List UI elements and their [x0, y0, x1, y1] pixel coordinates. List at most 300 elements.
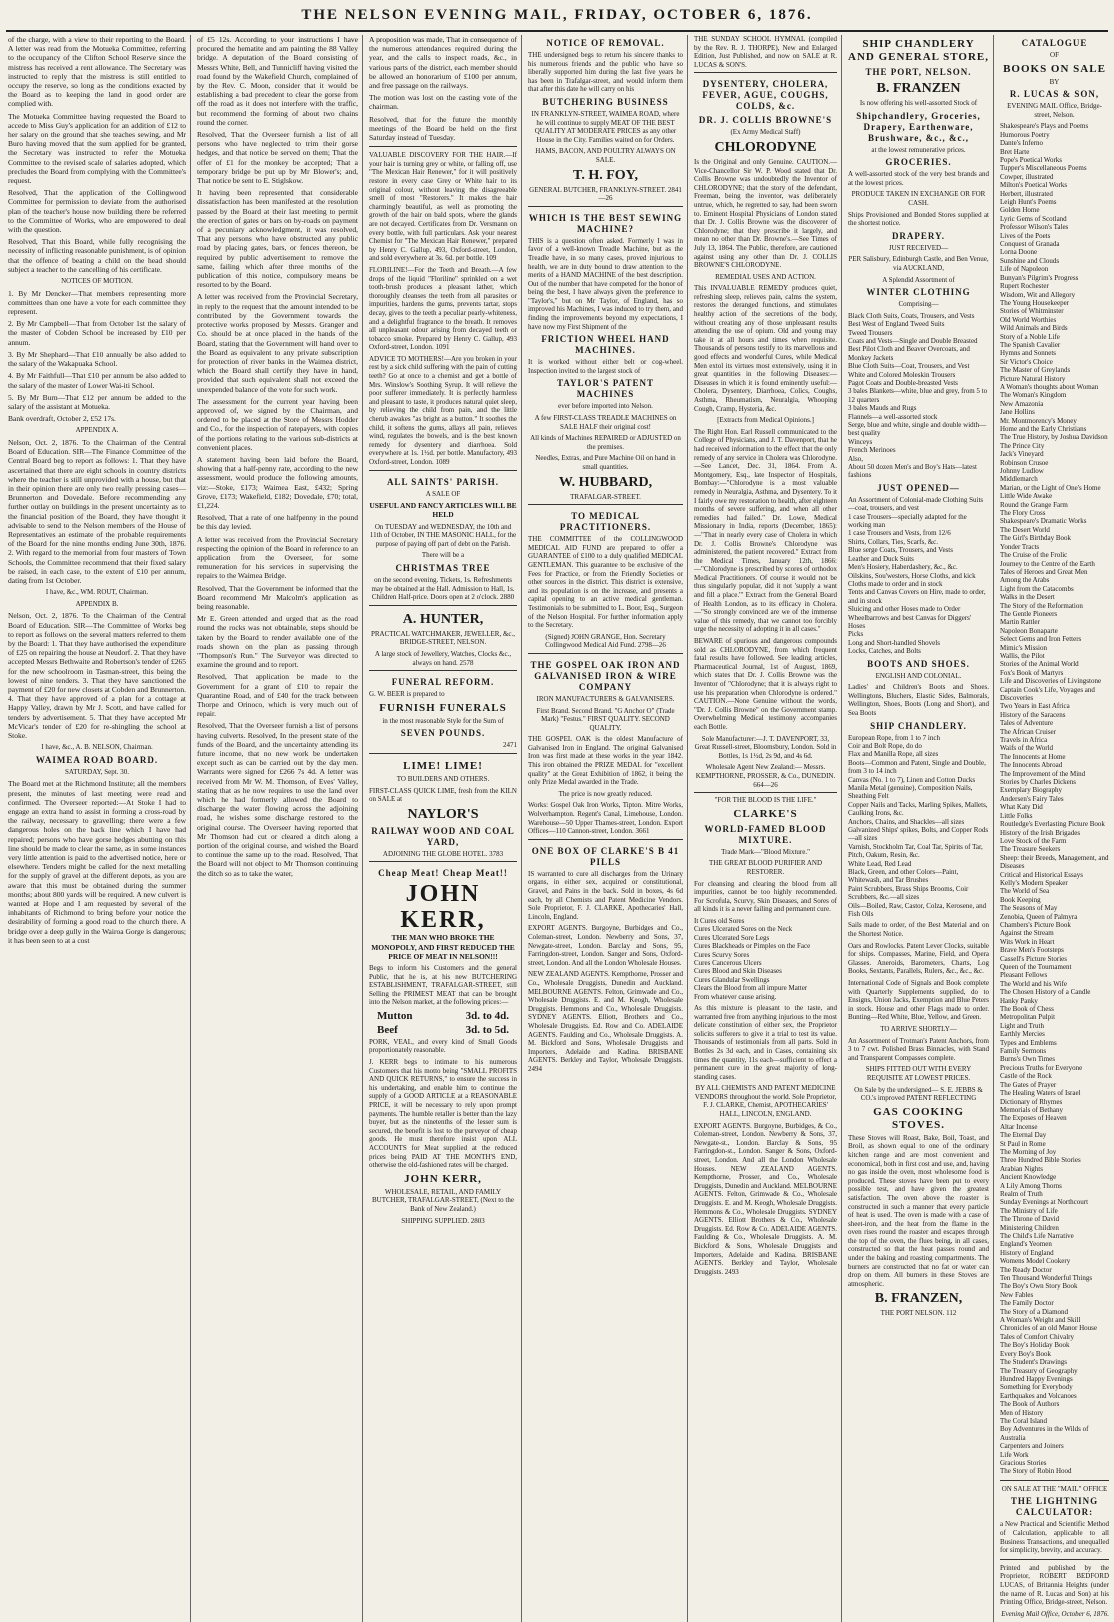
book-title: Arabian Nights — [1000, 1164, 1043, 1173]
list-item: Best Pilot Cloth and Beaver Overcoats, and Monkey Jackets — [848, 345, 970, 362]
ad-line: FIRST-CLASS QUICK LIME, fresh from the KILN on SALE at — [369, 786, 517, 804]
ad-heading: W. HUBBARD, — [558, 474, 653, 490]
price-row — [377, 1010, 509, 1022]
book-title: Zenobia, Queen of Palmyra — [1000, 912, 1078, 921]
paragraph: A statement having been laid before the Board, showing that a half-penny rate, according to the new assessment, would produce the following amounts, viz:—Stoke, £173; Waimea East, £432; Spring Grove, £173; Wakefield, £182; Dovedale, £70; total, £1,224. — [197, 454, 358, 510]
ad-line: (Signed) JOHN GRANGE, Hon. Secretary Collingwood Medical Aid Fund. 2798—26 — [545, 632, 666, 650]
book-title: The Ministry of Life — [1000, 1206, 1058, 1215]
ad-heading: CLARKE'S — [733, 807, 798, 820]
ad-line: [Extracts from Medical Opinions.] — [717, 416, 814, 425]
ad-line: These Stoves will Roast, Bake, Boil, Toast, and Broil, as shown equal to one of the ordinary kitchen range and are most convenient and economical, both in first cost and use, and, having no gas inside the oven, most wholesome food is produced. These stoves have been put to every possible test, and have given the greatest satisfaction. The oven above the roaster is constructed in such a manner that every particle of heat is used. The oven is made with a case of sheet-iron, and the heat from the flame in the oven rises round the roaster and escapes through the top of the oven, the flues being, in all cases, constructed so that the heat passes round and under the baking and roasting compartments. The burners are constructed that no fat or water can drop on them. All burners in these Stoves are atmospheric. — [848, 1133, 989, 1288]
book-title: Critical and Historical Essays — [1000, 870, 1084, 879]
list-item: Serge, blue and white, single and double width—best quality — [848, 421, 987, 438]
paragraph: The assessment for the current year having been approved of, we signed by the Chairman, and ordered to be placed at the Store of Messrs Hodder and Co., for the inspection of ratepayers, with copies of the portions relating to the various sub-districts at convenient places. — [197, 396, 358, 452]
paragraph: Bank overdraft, October 2, £52 17s. — [8, 414, 116, 424]
list-item: Sluicing and other Hoses made to Order — [848, 605, 961, 614]
ad-line: Ladies' and Children's Boots and Shoes. Wellingtons, Bluchers, Elastic Sides, Balmorals, Wellington, Shoes, Boots (Long and Short), and Sea Boots — [848, 683, 989, 717]
paragraph: Resolved, That this Board, while fully recognising the necessity of inflicting reasonable punishment, is of opinion that the offence of beating a child on the head should subject a teacher to the cancelling of his certificate. — [8, 237, 186, 274]
book-title: The Healing Waters of Israel — [1000, 1089, 1081, 1098]
book-title: Life and Discoveries of Livingstone — [1000, 677, 1102, 686]
ad-line: This INVALUABLE REMEDY produces quiet, refreshing sleep, relieves pain, calms the system, restores the deranged functions, and stimulates healthy action of the secretions of the body, without creating any of those unpleasant results attending the use of opium. Old and young may take it at all hours and times when requisite. Thousands of persons testify to its marvellous and good effects and wonderful Cures, while Medical Men extol its virtues most extensively, using it in great quantities in the following Diseases:—Diseases in which it is found eminently useful:—Cholera, Dysentery, Diarrhoea, Colics, Coughs, Asthma, Rheumatism, Neuralgia, Whooping Cough, Cramp, Hysteria, &c. — [694, 284, 837, 413]
section-heading: APPENDIX B. — [75, 599, 119, 608]
list-item: From whatever cause arising. — [694, 992, 777, 1001]
book-title: Jack's Vineyard — [1000, 450, 1044, 459]
book-title: Burns's Own Times — [1000, 1055, 1055, 1064]
book-title: Book Keeping — [1000, 895, 1041, 904]
ad-heading: ALL SAINTS' PARISH. — [386, 476, 500, 487]
ad-line: A few FIRST-CLASS TREADLE MACHINES on SALE HALF their original cost! — [534, 414, 677, 431]
signature: I have, &c., A. B. NELSON, Chairman. — [41, 743, 153, 752]
ad-line: A SALE OF — [425, 489, 461, 498]
ad-line: PRODUCE TAKEN IN EXCHANGE OR FOR CASH. — [851, 190, 986, 207]
books-list — [1000, 122, 1109, 1475]
ad-line: a New Practical and Scientific Method of Calculation, applicable to all Business Transactions, and unequalled for simplicity, brevity, and accuracy. — [1000, 1520, 1109, 1555]
book-title: Family Sermons — [1000, 1047, 1047, 1056]
sewing-ad — [528, 206, 683, 501]
book-title: Shakespeare's Plays and Poems — [1000, 122, 1089, 131]
list-item: Picks — [848, 630, 864, 639]
list-item: 1 case Trousers and Vests, from 12/6 — [848, 529, 951, 538]
ad-line: Sole Manufacturer:—J. T. DAVENPORT, 33, Great Russell-street, Bloomsbury, London. Sold in Bottles, 1s 1½d, 2s 9d, and 4s 6d. — [694, 734, 837, 760]
ad-heading: Cheap Meat! Cheap Meat!! — [378, 868, 508, 879]
book-title: Stories of the Animal World — [1000, 660, 1079, 669]
ad-line: THE GREAT BLOOD PURIFIER AND RESTORER. — [708, 859, 823, 876]
list-item: European Rope, from 1 to 7 inch — [848, 733, 940, 742]
book-title: Sheep: their Breeds, Management, and Diseases — [1000, 853, 1109, 871]
book-title: Bunyan's Pilgrim's Progress — [1000, 273, 1079, 282]
list-item: Tweed Trousers — [848, 328, 893, 337]
ad-line: at the lowest remunerative prices. — [871, 145, 966, 154]
list-item: Anchors, Chains, and Shackles—all sizes — [848, 817, 965, 826]
book-title: Carpenters and Joiners — [1000, 1442, 1064, 1451]
list-item: Coats and Vests—Single and Double Breasted — [848, 336, 978, 345]
list-item: Clears the Blood from all impure Matter — [694, 984, 808, 993]
list-item: It Cures old Sores — [694, 916, 745, 925]
ad-line: Oars and Rowlocks. Patent Lever Clocks, suitable for ships. Compasses, Marine, Field, and Opera Glasses. Aneroids, Barometers, Charts, Log Books, Sextants, Parallels, Rulers, &c., &c., &c. — [848, 941, 989, 976]
ad-line: WHOLESALE, RETAIL, AND FAMILY BUTCHER, TRAFALGAR-STREET, (Next to the Bank of New Zealand.) — [372, 1187, 514, 1213]
book-title: Kelly's Modern Speaker — [1000, 878, 1068, 887]
ad-heading: GAS COOKING STOVES. — [873, 1105, 964, 1131]
book-title: Little Wide Awake — [1000, 492, 1053, 501]
paragraph: Resolved, that for the future the monthly meetings of the Board be held on the first Saturday instead of Tuesday. — [369, 114, 517, 143]
ad-heading: THE PORT, NELSON. — [865, 67, 972, 77]
ad-line: There will be a — [421, 551, 465, 560]
list-item: Oilskins, Sou'westers, Horse Cloths, and kick Cloths made to order and in stock — [848, 571, 976, 588]
book-title: The Flory Cross — [1000, 509, 1046, 518]
list-item: Winceys — [848, 437, 873, 446]
ad-line: THE undersigned begs to return his sincere thanks to his numerous friends and the public who have so liberally supported him during the last five years he has been in Trafalgar-street, and would inform them that after this date he will carry on his — [528, 51, 683, 94]
ad-line: TRAFALGAR-STREET. — [570, 492, 641, 501]
book-title: Cassell's Picture Stories — [1000, 954, 1067, 963]
motion: 4. By Mr Faithfull—That £10 per annum be also added to the salary of the master of Lower Wai-iti School. — [8, 371, 186, 390]
ad-line: On TUESDAY and WEDNESDAY, the 10th and 11th of October, IN THE MASONIC HALL, for the purpose of paying off part of debt on the Parish. — [369, 522, 517, 548]
ad-line: The price is now greatly reduced. — [558, 789, 653, 798]
price-item: Beef — [377, 1023, 398, 1036]
column-5 — [692, 35, 842, 1622]
book-title: Picture Natural History — [1000, 374, 1066, 383]
list-item: Also, — [848, 454, 863, 463]
book-title: Memorials of Bethany — [1000, 1105, 1063, 1114]
book-title: Queen of the Tournament — [1000, 963, 1072, 971]
book-title: Life of Napoleon — [1000, 265, 1049, 274]
price-value: 3d. to 4d. — [465, 1009, 509, 1022]
ad-heading: SEVEN POUNDS. — [400, 728, 486, 739]
ad-line: (Ex Army Medical Staff) — [730, 128, 801, 137]
ad-line: IN FRANKLYN-STREET, WAIMEA ROAD, where he will continue to supply MEAT OF THE BEST QUALITY AT MODERATE PRICES as any other House in the City. Families waited on for Orders. — [531, 109, 680, 144]
signature: I have, &c., WM. ROUT, Chairman. — [45, 588, 149, 597]
ad-line: Begs to inform his Customers and the general Public, that he is, at his new BUTCHERING ESTABLISHMENT, TRAFALGAR-STREET, still Selling the PRIMEST MEAT that can be brought into the Nelson market, at the following prices:— — [369, 963, 517, 1007]
book-title: Round the Grange Farm — [1000, 500, 1068, 509]
ad-line: EVENING MAIL Office, Bridge-street, Nelson. — [1007, 102, 1102, 119]
ad-line: As this mixture is pleasant to the taste, and warranted free from anything injurious to the most delicate constitution of either sex, the Proprietor solicits sufferers to give it a trial to test its value. Thousands of testimonials from all parts. Sold in Bottles 2s 3d each, and in Cases, containing six times the quantity, 11s each—sufficient to effect a permanent cure in the great majority of long-standing cases. — [694, 1003, 837, 1081]
masthead-title: THE NELSON EVENING MAIL, FRIDAY, OCTOBER 6, 1876. — [301, 6, 813, 23]
paragraph: The motion was lost on the casting vote of the chairman. — [369, 93, 517, 112]
book-title: Conquest of Granada — [1000, 240, 1060, 249]
section-heading: APPENDIX A. — [75, 426, 119, 435]
list-item: White Lead, Red Lead — [848, 859, 912, 868]
ad-line: A Splendid Assortment of — [882, 275, 955, 284]
book-title: Hymns and Sonnets — [1000, 349, 1056, 358]
book-title: The Story of the Reformation — [1000, 601, 1083, 610]
book-title: New Fables — [1000, 1290, 1034, 1299]
book-title: The Exposes of Heaven — [1000, 1114, 1067, 1123]
book-title: Bret Harte — [1000, 147, 1030, 156]
list-item: Blue Cloth Suits—Coat, Trousers, and Vest — [848, 362, 970, 371]
book-title: Professor Wilson's Tales — [1000, 223, 1069, 232]
ad-line: BY ALL CHEMISTS AND PATENT MEDICINE VENDORS throughout the world. Sole Proprietor, F. J. CLARKE, Chemist, APOTHECARIES' HALL, LINCOLN, ENGLAND. — [694, 1084, 837, 1119]
book-title: Pope's Poetical Works — [1000, 156, 1063, 164]
book-title: The Spanish Cavalier — [1000, 340, 1061, 349]
book-title: Pleasant Fellows — [1000, 971, 1048, 980]
ad-heading: TO MEDICAL PRACTITIONERS. — [559, 511, 652, 533]
ad-line: Needles, Extras, and Pure Machine Oil on hand in small quantities. — [535, 454, 676, 471]
ad-line: Ships Provisioned and Bonded Stores supplied at the shortest notice. — [848, 210, 989, 228]
ad-line: OF — [1050, 51, 1059, 59]
book-title: Humorous Poetry — [1000, 130, 1050, 139]
ad-heading: CHRISTMAS TREE — [395, 562, 491, 573]
list-item: Cures Blackheads or Pimples on the Face — [694, 942, 811, 951]
paragraph: A letter was received from the Provincial Secretary respecting the opinion of the Board in reference to an application from the Overseer, for some remuneration for his services in supervising the repairs to the Waimea Bridge. — [197, 534, 358, 581]
ad-heading: T. H. FOY, — [573, 167, 638, 183]
motion: 5. By Mr Burn—That £12 per annum be added to the salary of the assistant at Motueka. — [8, 392, 186, 411]
book-title: Boy Adventures in the Wilds of Australia — [1000, 1425, 1089, 1442]
book-title: Stories by Charles Dickens — [1000, 778, 1077, 787]
ad-line: "FOR THE BLOOD IS THE LIFE." — [714, 796, 817, 805]
book-title: The True History, by Joshua Davidson — [1000, 433, 1108, 442]
book-title: Ten Thousand Wonderful Things — [1000, 1274, 1093, 1283]
book-title: Tales of Comfort Chivalry — [1000, 1332, 1074, 1341]
book-title: Shakespeare's Dramatic Works — [1000, 517, 1087, 526]
paragraph: A letter was received from the Provincial Secretary, in reply to the request that the amount intended to be contributed by the Government towards the protective works proposed by Messrs. Granger and Co. should be at once placed in the hands of the Board, stating that the Government will hand over to the Board as equivalent to any private subscription for protection of river banks in the Waimea district, which the Board shall certify they have in hand, provided that such equivalent shall not exceed the unexpended balance of the vote for such work. — [197, 292, 358, 394]
book-title: The Gentle Pioneers — [1000, 609, 1058, 618]
paragraph: Nelson, Oct. 2, 1876. To the Chairman of the Central Board of Education. SIR—The Finance Committee of the Central Board beg to report as follows: 1. That they have ascertained that there are eight schools in country districts where the teacher is still unprovided with a house, but that in their opinion there are only two really pressing cases—Brunnerton and Dovedale. Before recommending any further outlay on buildings in the present uncertainty as to the financial position of the Board, they have thought it advisable to send to the Nelson members of the House of Representatives an estimate of the probable requirements of the Board for the nine months ending June 30th, 1876. 2. With regard to the memorial from four masters of Town Schools, the Committee recommend that their fixed salary be raised, in each case, to the extent of £10 per annum, dating from 1st October. — [8, 437, 186, 585]
columns — [6, 35, 1109, 1618]
ad-line: PRACTICAL WATCHMAKER, JEWELLER, &c., BRIDGE-STREET, NELSON. — [370, 629, 516, 647]
book-title: Andersen's Fairy Tales — [1000, 794, 1064, 803]
book-title: Two Years in East Africa — [1000, 702, 1070, 711]
lime-ad — [369, 753, 517, 858]
ad-line: Trade Mark—"Blood Mixture." — [721, 847, 810, 856]
ad-heading: BOOTS AND SHOES. — [867, 658, 970, 669]
book-title: Cowper, illustrated — [1000, 172, 1054, 181]
ad-heading: THE GOSPEL OAK IRON AND GALVANISED IRON & WIRE COMPANY — [530, 659, 681, 692]
list-item: About 50 dozen Men's and Boy's Hats—latest fashions — [848, 463, 977, 480]
winter-list — [848, 312, 989, 480]
list-item: Cures Scurvy Sores — [694, 950, 750, 959]
list-item: Canvas (No. 1 to 7), Linen and Cotton Ducks — [848, 775, 976, 784]
book-title: Little Folks — [1000, 811, 1033, 820]
ad-line: BY — [1049, 77, 1060, 86]
ad-heading: JUST OPENED— — [877, 482, 960, 493]
ad-line: SHIPPING SUPPLIED. 2803 — [401, 1216, 485, 1225]
column-3 — [367, 35, 522, 1622]
book-title: Wisdom, Wit and Allegory — [1000, 290, 1076, 299]
list-item: Pagot Coats and Double-breasted Vests — [848, 378, 958, 387]
ad-line: First Brand. Second Brand. "G Anchor O" (Trade Mark) "Festus." FIRST QUALITY. SECOND QUALITY. — [536, 706, 675, 732]
medical-ad — [528, 504, 683, 650]
book-title: History of England — [1000, 1248, 1054, 1257]
list-item: Coir and Bolt Rope, do do — [848, 741, 922, 750]
paragraph: Resolved, That the Government be informed that the Board recommend Mr Malcolm's application as being reasonable. — [197, 583, 358, 611]
advertisement: VALUABLE DISCOVERY FOR THE HAIR.—If your hair is turning grey or white, or falling off, use "The Mexican Hair Renewer," for it will positively restore in every case Grey or White hair to its original colour, without leaving the disagreeable smell of most "Restorers." It makes the hair charmingly beautiful, as well as promoting the growth of the hair on bald spots, where the glands are not decayed. Certificates from Dr. Versmann on every bottle, with full particulars. Ask your nearest Chemist for "The Mexican Hair Renewer," prepared by Henry C. Gallup, 493, Oxford-street, London, and sold everywhere at 3s. 6d. per bottle. 109 — [369, 151, 517, 263]
list-item: 3 bales Mauds and Rugs — [848, 404, 917, 413]
ad-line: GENERAL BUTCHER, FRANKLYN-STREET. 2841—26 — [529, 185, 682, 203]
ad-line: Is the Original and only Genuine. CAUTION.—Vice-Chancellor Sir W. P. Wood stated that Dr. Collis Browne was undoubtedly the Inventor of CHLORODYNE; that the story of the defendant, Freeman, being the inventor, was deliberately untrue, which, he regretted to say, had been sworn to. Eminent Hospital Physicians of London stated that Dr. J. Collis Browne was the discoverer of Chlorodyne; that they prescribe it largely, and mean no other than Dr. Browne's.—See Times of July 13, 1864. The Public, therefore, are cautioned against using any other than Dr. J. COLLIS BROWNE'S CHLORODYNE. — [694, 157, 837, 270]
book-title: The Seasons of May — [1000, 904, 1058, 913]
ad-line: TO ARRIVE SHORTLY— — [880, 1025, 957, 1033]
book-title: The Ready Doctor — [1000, 1265, 1052, 1274]
list-item: Cures Cancerous Ulcers — [694, 958, 762, 967]
gospel-oak-ad — [528, 653, 683, 836]
section-heading: NOTICES OF MOTION. — [61, 277, 133, 286]
book-title: Tales of Heroes and Great Men — [1000, 567, 1088, 576]
ad-heading: DR. J. COLLIS BROWNE'S — [698, 115, 833, 126]
ad-line: Wholesale Agent New Zealand:— Messrs. KEMPTHORNE, PROSSER, & Co., DUNEDIN. 664—26 — [695, 763, 836, 789]
paragraph: Resolved, That application be made to the Government for a grant of £10 to repair the Quarantine Road, and of £40 for the track between Thorpe and Orinoco, which is very much out of repair. — [197, 672, 358, 719]
masthead — [6, 0, 1108, 32]
ad-line: Comprising— — [898, 300, 939, 309]
book-title: The Master of Greylands — [1000, 366, 1071, 375]
book-title: The Family Doctor — [1000, 1299, 1054, 1308]
paragraph: Resolved, That the application of the Collingwood Committee for permission to deviate from the authorised plan of the teacher's house now building there be referred to the Committee of Works, who are empowered to deal with the question. — [8, 188, 186, 235]
book-title: The Boy's Holiday Book — [1000, 1341, 1070, 1350]
book-title: Precious Truths for Everyone — [1000, 1063, 1083, 1072]
list-item: Flannels—a well-assorted stock — [848, 412, 938, 421]
price-value: 3d. to 5d. — [465, 1023, 509, 1036]
ad-heading: LIME! LIME! — [403, 759, 483, 772]
paragraph: The Motueka Committee having requested the Board to accede to Miss Guy's application for an addition of £12 to her salary on the ground that she teaches sewing, and Mr Buro having moved that the sum applied for be granted, the Secretary was instructed to refer the Motueka Committee to the revised scale of salaries adopted, which precludes the Board from complying with the Committee's request. — [8, 111, 186, 186]
list-item: 3 bales Blankets—white, blue and grey, from 5 to 12 quarters — [848, 387, 988, 404]
book-title: Milton's Poetical Works — [1000, 181, 1068, 190]
divider — [369, 146, 517, 147]
book-title: Ministering Children — [1000, 1223, 1059, 1232]
book-title: Story of a Noble Life — [1000, 332, 1060, 341]
book-title: The Child's Life Narrative — [1000, 1232, 1074, 1240]
book-title: The Improvement of the Mind — [1000, 769, 1086, 778]
book-title: A Woman's thoughts about Woman — [1000, 382, 1099, 391]
book-title: The Innocents Abroad — [1000, 761, 1063, 770]
book-title: Altar Incense — [1000, 1122, 1038, 1131]
column-7 — [998, 35, 1113, 1622]
list-item: Locks, Catches, and Bolts — [848, 647, 921, 656]
article-heading: WAIMEA ROAD BOARD. — [35, 754, 159, 765]
ad-line: BEWARE of spurious and dangerous compounds sold as CHLORODYNE, from which frequent fatal results have followed. See leading articles, Pharmaceutical Journal, 1st of August, 1869, which states that Dr. J. Collis Browne was the Inventor of "Chlorodyne; that it is always right to use his preparation when Chlorodyne is ordered." CAUTION.—None Genuine without the words, "Dr. J. Collis Browne" on the Government stamp. Overwhelming Medical testimony accompanies each Bottle. — [694, 637, 837, 731]
ad-heading: WORLD-FAMED BLOOD MIXTURE. — [704, 823, 827, 845]
book-title: The Story of a Diamond — [1000, 1307, 1069, 1316]
book-title: Stories of Whitminster — [1000, 307, 1064, 316]
book-title: The Throne of David — [1000, 1215, 1060, 1224]
ad-heading: SHIP CHANDLERY. — [870, 720, 967, 731]
paragraph: Resolved, That the Overseer furnish a list of persons having culverts. Resolved, In the present state of the funds of the Board, and the uncertainty attending its future income, that no new work be undertaken except such as can be carried out by the day men. Warrants were signed for £266 7s 4d. A letter was received from Mr W. M. Thomson, of Eves' Valley, stating that as he now requires to use the land over which he had formerly allowed the Board to discharge the water flowing across the adjoining road, he wishes some discharge restored to the original course. The Overseer having reported that Mr Thomson had cut or cleared a ditch along a portion of the original course, and wished the Board to continue the same up to the road. Resolved, That the Board will not object to Mr Thomson continuing the ditch so as to take the water, — [197, 721, 358, 878]
book-title: Martin Rattler — [1000, 618, 1040, 627]
ad-heading: BOOKS ON SALE — [1003, 62, 1106, 75]
column-6 — [846, 35, 994, 1622]
ad-heading: DRAPERY. — [891, 230, 946, 241]
book-title: Waifs of the World — [1000, 744, 1053, 753]
list-item: Cures Ulcerated Sore Legs — [694, 933, 770, 942]
dateline: SATURDAY, Sept. 30. — [65, 767, 129, 776]
book-title: The Cruise of the Frolic — [1000, 551, 1068, 560]
list-item: Long and Short-handled Shovels — [848, 638, 940, 647]
ad-line: G. W. BEER is prepared to — [369, 690, 445, 699]
ad-line: THE PORT NELSON. 112 — [880, 1309, 957, 1318]
book-title: Three Hundred Bible Stories — [1000, 1156, 1081, 1165]
ad-line: THE SUNDAY SCHOOL HYMNAL (compiled by the Rev. R. J. THORPE), New and Enlarged Edition, Just Published, and now on SALE at R. LUCAS & SON'S. — [694, 35, 837, 69]
motion: 1. By Mr Dencker—That members representing more committees than one have a vote for each committee they represent. — [8, 288, 186, 317]
book-title: Fox's Book of Martyrs — [1000, 668, 1064, 677]
ad-heading: FRICTION WHEEL HAND MACHINES. — [541, 334, 670, 356]
hunter-ad — [369, 605, 517, 667]
clarke-pills-ad — [528, 839, 683, 1074]
book-title: The Book of Authors — [1000, 1400, 1060, 1409]
book-title: Napoleon Bonaparte — [1000, 626, 1058, 635]
book-title: Hanky Panky — [1000, 996, 1038, 1005]
book-title: The Gates of Prayer — [1000, 1080, 1057, 1089]
book-title: Tupper's Miscellaneous Poems — [1000, 164, 1087, 173]
book-title: The Eternal Day — [1000, 1131, 1047, 1140]
ad-heading: JOHN KERR, — [404, 1172, 482, 1185]
list-item: Varnish, Stockholm Tar, Coal Tar, Spirits of Tar, Pitch, Oakum, Resin, &c. — [848, 842, 983, 860]
book-title: Leigh Hunt's Poems — [1000, 198, 1057, 207]
funeral-ad — [369, 670, 517, 750]
list-item: Boots—Common and Patent, Single and Double, from 3 to 14 inch — [848, 758, 986, 776]
list-item: Tents and Canvas Covers on Hire, made to order, and in stock — [848, 588, 986, 605]
book-title: Hundred Happy Evenings — [1000, 1374, 1073, 1383]
ad-heading: JOHN KERR, — [400, 881, 486, 934]
divider — [1000, 1559, 1109, 1560]
ad-heading: CHLORODYNE — [714, 139, 817, 155]
opened-list — [848, 496, 989, 656]
column-4 — [526, 35, 688, 1622]
book-title: Sir Victor's Choice — [1000, 357, 1053, 366]
list-item: Copper Nails and Tacks, Marling Spikes, Mallets, Caulking Irons, &c. — [848, 800, 988, 818]
ad-line: ENGLISH AND COLONIAL. — [875, 671, 962, 680]
ad-heading: R. LUCAS & SON, — [1009, 89, 1100, 100]
paragraph: Mr E. Green attended and urged that as the road round the rocks was not obtainable, steps should be taken by the Board to render available one of the roads shown on the plan as passing through "Thompson's Run." The Surveyor was directed to examine the ground and to report. — [197, 614, 358, 670]
ad-line: The Right Hon. Earl Russell communicated to the College of Physicians, and J. T. Davenport, that he had received information to the effect that the only remedy of any service in Cholera was Chlorodyne.—See Lancet, Dec. 31, 1864. From A. Montgomery, Esq., late Inspector of Hospitals, Bombay:—"Chlorodyne is a most valuable remedy in Neuralgia, Asthma, and Dysentery. To it I fairly owe my restoration to health, after eighteen months of severe suffering, and when all other remedies had failed." Dr. Lowe, Medical Missionary in India, reports (December, 1865):—"That in nearly every case of Cholera in which Dr. J. Collis Browne's Chlorodyne was administered, the patient recovered." Extract from the Medical Times, January 12th, 1866:—"Chlorodyne is prescribed by scores of orthodox Medical Practitioners. Of course it would not be thus singularly popular, did it not 'supply a want and fill a place.'" Extract from the General Board of Health London, as to its efficacy in Cholera.—"So strongly convinced are we of the immense value of this remedy, that we cannot too forcibly urge the necessity of adopting it in all cases." — [694, 427, 837, 634]
book-title: Home and the Early Christians — [1000, 425, 1087, 433]
ad-line: PER Salisbury, Edinburgh Castle, and Ben Venue, via AUCKLAND, — [848, 255, 989, 272]
price-row — [377, 1024, 509, 1036]
advertisement: ADVICE TO MOTHERS!—Are you broken in your rest by a sick child suffering with the pain of cutting teeth? Go at once to a chemist and get a bottle of Mrs. Winslow's Soothing Syrup. It will relieve the poor sufferer immediately. It is perfectly harmless and pleasant to taste, it produces natural quiet sleep, by relieving the child from pain, and the little cherub awakes "as bright as a button." It soothes the child, it softens the gums, allays all pain, relieves wind, regulates the bowels, and is the best known remedy for dysentery and diarrhoea. Sold everywhere at 1s. 1½d. per bottle. Manufactory, 493 Oxford-street, London. 1089 — [369, 354, 517, 467]
ad-line: TO BUILDERS AND OTHERS. — [396, 774, 490, 783]
ad-line: International Code of Signals and Book complete with Quarterly Supplements supplied, do to Ensigns, Union Jacks, Exemption and Blue Peters in stock. House and other Flags made to order. Bunting—Red White, Blue, Yellow, and Green. — [848, 979, 989, 1022]
list-item: Paint Scrubbers, Brass Ships Brooms, Coir Scrubbers, &c.—all sizes — [848, 884, 969, 902]
ad-line: ever before imported into Nelson. — [558, 402, 653, 411]
book-title: The Chosen History of a Candle — [1000, 988, 1091, 997]
book-title: England's Yeomen — [1000, 1240, 1052, 1249]
ad-heading: FURNISH FUNERALS — [379, 701, 507, 714]
ad-line: JUST RECEIVED— — [888, 243, 949, 252]
book-title: History of the Irish Brigades — [1000, 828, 1081, 837]
ad-line: SHIPS FITTED OUT WITH EVERY REQUISITE AT LOWEST PRICES. — [865, 1065, 972, 1082]
paragraph: The Board met at the Richmond Institute; all the members present, the minutes of last meeting were read and confirmed. The Overseer reported:—At Stoke I had to engage an extra hand to assist in forming a cross-road by the railway, necessary to gravelling; there were a few dangerous holes on the back line which I have had repaired; persons who have gorse hedges abutting on this line should be made to clear the same, as in some instances very little attention is paid to the advertised notice, here or elsewhere. Tenders might be called for the next metalling for the supply of gravel at the different depots, as you are aware that this must be obtained during the summer months; about 800 yards will be required. A new culvert is wanted at Hope and I am requested by several of the inhabitants of Richmond to bring before your notice the desirability of forming a good road to the church there. A bridge over a deep gully in the Wairoa Gorge is dangerous; it has been seen to at a cost — [8, 779, 186, 945]
book-title: Womens Model Cookery — [1000, 1257, 1071, 1266]
book-title: The African Cruiser — [1000, 727, 1056, 736]
book-title: Middlemarch — [1000, 475, 1038, 484]
book-title: Life Work — [1000, 1450, 1029, 1459]
motion: 3. By Mr Shephard—That £10 annually be also added to the salary of the Wakapuaka School. — [8, 349, 186, 369]
book-title: Lyric Gems of Scotland — [1000, 214, 1067, 223]
book-title: Metropolitan Pulpit — [1000, 1013, 1056, 1022]
book-title: Light from the Catacombs — [1000, 584, 1074, 593]
book-title: Earthly Mercies — [1000, 1030, 1045, 1039]
ad-line: On Sale by the undersigned— S. E. JEBBS & CO.'s improved PATENT REFLECTING — [854, 1085, 983, 1103]
book-title: Wits Work in Heart — [1000, 937, 1055, 946]
book-title: Robinson Crusoe — [1000, 458, 1049, 467]
book-title: Jane Hollins — [1000, 408, 1035, 417]
list-item: Cures Blood and Skin Diseases — [694, 967, 782, 976]
book-title: Something for Everybody — [1000, 1383, 1073, 1392]
ad-heading: WINTER CLOTHING — [866, 287, 971, 298]
ad-line: ADJOINING THE GLOBE HOTEL. 3783 — [382, 849, 504, 858]
book-title: The World and his Wife — [1000, 979, 1067, 988]
list-item: Black, Green, and other Colors—Paint, Whitewash, and Tar Brushes — [848, 868, 959, 885]
book-title: Lorna Doone — [1000, 248, 1038, 257]
book-title: Marian, or the Light of One's Home — [1000, 483, 1101, 492]
ad-line: IS warranted to cure all discharges from the Urinary organs, in either sex, acquired or constitutional, Gravel, and Pains in the back. Sold in boxes, 4s 6d each, by all Chemists and Patent Medicine Vendors. Sole Proprietor, F. J. CLARKE, Apothecaries' Hall, Lincoln, England. — [528, 869, 683, 921]
motion: 2. By Mr Campbell—That from October 1st the salary of the master of Cobden School be increased by £10 per annum. — [8, 319, 186, 347]
cures-list — [694, 917, 837, 1001]
list-item: White and Colored Moleskin Trousers — [848, 370, 956, 379]
book-title: The Student's Drawings — [1000, 1358, 1067, 1367]
book-title: Wild Animals and Birds — [1000, 324, 1068, 333]
ad-line: Sails made to order, of the Best Material and on the Shortest Notice. — [848, 921, 989, 939]
ad-line: IRON MANUFACTURERS & GALVANISERS. — [536, 694, 675, 703]
ad-heading: SHIP CHANDLERY AND GENERAL STORE, — [848, 38, 989, 63]
paragraph: of £5 12s. According to your instructions I have procured the hematite and am painting the 88 Valley bridge. A deputation of the Board consisting of Messrs White, Bell, and Tunnicliff having visited the road found by the Wakefield Church, complained of by the Rev. C. Moon, consider that it would be establishing a bad precedent to clear the gorse from off the road as it does not interfere with the traffic, but recommend the forming of about two chains round the corner. — [197, 35, 358, 127]
list-item: Galvanized Ships' spikes, Bolts, and Copper Rods—all sizes — [848, 826, 989, 843]
list-item: Oils—Boiled, Raw, Castor, Colza, Kerosene, and Fish Oils — [848, 901, 987, 919]
book-title: Among the Arabs — [1000, 576, 1050, 585]
book-title: Captain Cook's Life, Voyages and Discoveries — [1000, 685, 1095, 702]
book-title: Travels in Africa — [1000, 736, 1048, 745]
book-title: Men of History — [1000, 1408, 1044, 1417]
book-title: Dante's Inferno — [1000, 139, 1044, 148]
ad-line: PORK, VEAL, and every kind of Small Goods proportionately reasonable. — [369, 1037, 517, 1055]
ad-line: THE GOSPEL OAK is the oldest Manufacture of Galvanised Iron in England. The original Galvanised Iron was first made at these works in the year 1842. This iron obtained the PRIZE MEDAL for "excellent quality" at the Great Exhibition of 1862, it being the only Prize Medal awarded in the Trade. — [528, 735, 683, 787]
book-title: The Desert World — [1000, 525, 1050, 534]
ad-heading: Shipchandlery, Groceries, Drapery, Earthenware, Brushware, &c., &c., — [856, 110, 981, 143]
ad-line: An Assortment of Trotman's Patent Anchors, from 3 to 7 cwt. Polished Brass Binnacles, with Stand and Transparent Compasses complete. — [848, 1036, 989, 1062]
book-title: Dictionary of Rhymes — [1000, 1097, 1063, 1106]
column-1 — [6, 35, 191, 1622]
paragraph: of the charge, with a view to their reporting to the Board. A letter was read from the Motueka Committee, referring to the occupancy of the Clifton School Reserve since the mistress has received a rent allowance. The Secretary was instructed to reply that the mistress is still entitled to occupy the reserve, so long as the conditions exacted by the Board as to keeping the land in good order are complied with. — [8, 35, 186, 109]
ad-heading: FUNERAL REFORM. — [391, 677, 495, 688]
book-title: The Morning of Joy — [1000, 1147, 1057, 1156]
ad-line: J. KERR begs to intimate to his numerous Customers that his motto being "SMALL PROFITS AND QUICK RETURNS," to ensure the success in his undertaking, and enable him to continue the supply of a GOOD ARTICLE at a REASONABLE PRICE, it will be necessary to rely upon prompt payments. The humble retaller is better than the lazy buyer, but as the ninetenths of the lesser sum is secured, the benefit is lost to the purveyor of cheap goods. He must therefore insist upon ALL ACCOUNTS for Meat supplied at the reduced prices being PAID AT THE MONTH'S END, otherwise the old-fashioned rates will be charged. — [369, 1058, 517, 1170]
ad-line: For cleansing and clearing the blood from all impurities, cannot be too highly recommended. For Scrofula, Scurvy, Skin Diseases, and Sores of all kinds it is a never failing and permanent cure. — [694, 879, 837, 914]
